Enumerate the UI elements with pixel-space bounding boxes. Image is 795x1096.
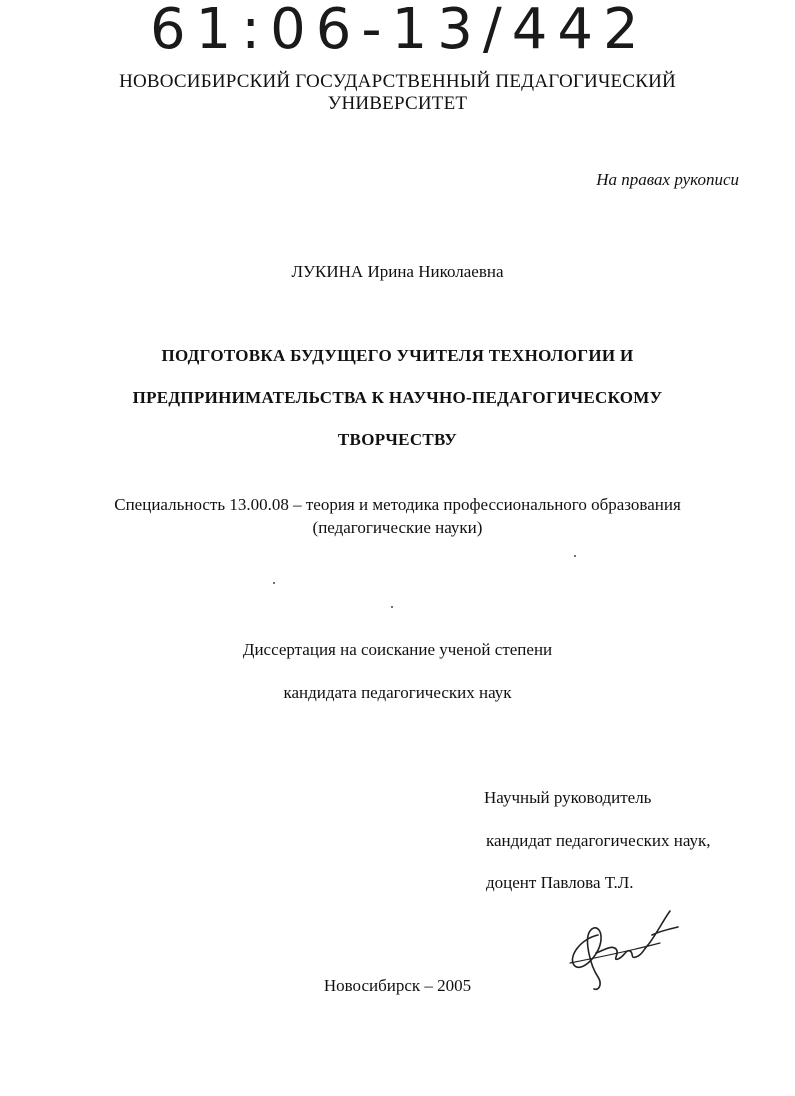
manuscript-note: На правах рукописи (596, 170, 739, 189)
university-name-line1: НОВОСИБИРСКИЙ ГОСУДАРСТВЕННЫЙ ПЕДАГОГИЧЕСКИЙ (119, 71, 676, 92)
scan-speck (273, 582, 275, 584)
scan-speck (574, 555, 576, 557)
supervisor-line3: доцент Павлова Т.Л. (486, 873, 634, 892)
city-year: Новосибирск – 2005 (323, 976, 472, 995)
title-line1: ПОДГОТОВКА БУДУЩЕГО УЧИТЕЛЯ ТЕХНОЛОГИИ И (161, 346, 634, 365)
supervisor-line1: Научный руководитель (484, 788, 652, 807)
scan-speck (391, 606, 393, 608)
author-name: ЛУКИНА Ирина Николаевна (291, 262, 504, 281)
specialty-line2: (педагогические науки) (312, 518, 483, 537)
title-line2: ПРЕДПРИНИМАТЕЛЬСТВА К НАУЧНО-ПЕДАГОГИЧЕСКОМУ (132, 388, 663, 407)
degree-line1: Диссертация на соискание ученой степени (242, 640, 553, 659)
archive-number-handwritten: 61:06-13/442 (150, 0, 649, 62)
supervisor-line2: кандидат педагогических наук, (486, 831, 711, 850)
title-line3: ТВОРЧЕСТВУ (337, 430, 458, 449)
degree-line2: кандидата педагогических наук (283, 683, 512, 702)
university-name-line2: УНИВЕРСИТЕТ (327, 93, 468, 114)
specialty-line1: Специальность 13.00.08 – теория и методика профессионального образования (114, 495, 681, 514)
